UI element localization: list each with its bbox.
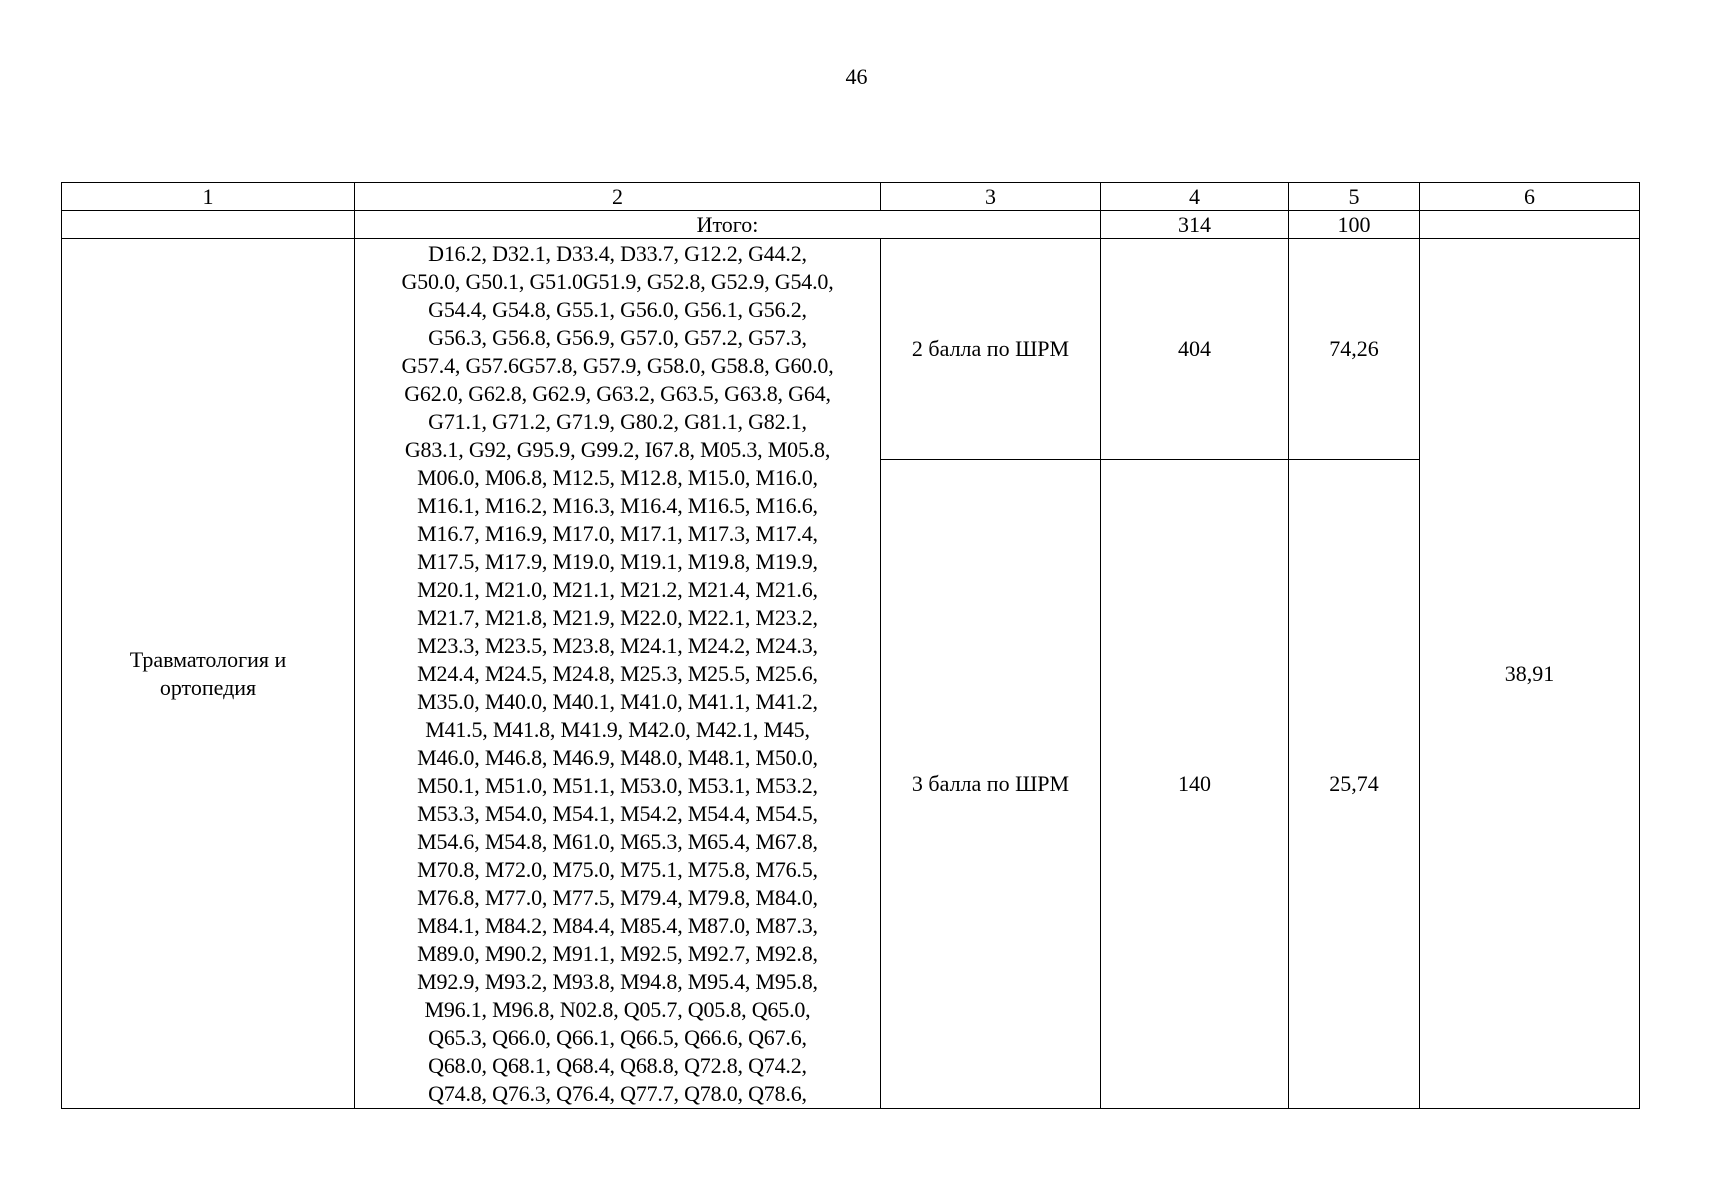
codes-line: M41.5, M41.8, M41.9, M42.0, M42.1, M45,: [425, 716, 810, 742]
diagnosis-codes-cell: [355, 239, 881, 1109]
grade-2-points: 2 балла по ШРМ: [881, 239, 1101, 460]
grade-3-count: 140: [1101, 460, 1289, 1109]
codes-line: G57.4, G57.6G57.8, G57.9, G58.0, G58.8, G60.0,: [401, 352, 834, 378]
codes-line: M76.8, M77.0, M77.5, M79.4, M79.8, M84.0,: [417, 884, 818, 910]
codes-line: M50.1, M51.0, M51.1, M53.0, M53.1, M53.2,: [417, 772, 818, 798]
total-label: Итого:: [355, 211, 1101, 239]
column-header-4: 4: [1101, 183, 1289, 211]
grade-3-percent: 25,74: [1289, 460, 1420, 1109]
codes-line: M23.3, M23.5, M23.8, M24.1, M24.2, M24.3,: [417, 632, 818, 658]
codes-line: Q68.0, Q68.1, Q68.4, Q68.8, Q72.8, Q74.2,: [428, 1052, 807, 1078]
grade-3-points: 3 балла по ШРМ: [881, 460, 1101, 1109]
specialty-name-line-1: Травматология и: [129, 646, 287, 672]
codes-line: M46.0, M46.8, M46.9, M48.0, M48.1, M50.0,: [417, 744, 818, 770]
codes-line: M54.6, M54.8, M61.0, M65.3, M65.4, M67.8,: [417, 828, 818, 854]
column-header-2: 2: [355, 183, 881, 211]
codes-line: M70.8, M72.0, M75.0, M75.1, M75.8, M76.5,: [417, 856, 818, 882]
total-percent: 100: [1289, 211, 1420, 239]
specialty-name: [62, 239, 355, 1109]
codes-line: M16.1, M16.2, M16.3, M16.4, M16.5, M16.6,: [417, 492, 818, 518]
codes-line: D16.2, D32.1, D33.4, D33.7, G12.2, G44.2,: [428, 240, 807, 266]
codes-line: G71.1, G71.2, G71.9, G80.2, G81.1, G82.1,: [428, 408, 807, 434]
codes-line: G54.4, G54.8, G55.1, G56.0, G56.1, G56.2,: [428, 296, 807, 322]
column-6-value: 38,91: [1420, 239, 1640, 1109]
total-empty-cell: [62, 211, 355, 239]
column-header-1: 1: [62, 183, 355, 211]
codes-line: G62.0, G62.8, G62.9, G63.2, G63.5, G63.8, G64,: [404, 380, 831, 406]
grade-2-count: 404: [1101, 239, 1289, 460]
column-header-3: 3: [881, 183, 1101, 211]
codes-line: M96.1, M96.8, N02.8, Q05.7, Q05.8, Q65.0,: [424, 996, 811, 1022]
page-number: 46: [845, 64, 868, 89]
codes-line: M89.0, M90.2, M91.1, M92.5, M92.7, M92.8,: [417, 940, 818, 966]
specialty-name-line-2: ортопедия: [159, 674, 257, 700]
codes-line: M16.7, M16.9, M17.0, M17.1, M17.3, M17.4,: [417, 520, 818, 546]
codes-line: M53.3, M54.0, M54.1, M54.2, M54.4, M54.5,: [417, 800, 818, 826]
codes-line: Q65.3, Q66.0, Q66.1, Q66.5, Q66.6, Q67.6,: [428, 1024, 807, 1050]
codes-line: G50.0, G50.1, G51.0G51.9, G52.8, G52.9, G54.0,: [401, 268, 834, 294]
codes-line: M35.0, M40.0, M40.1, M41.0, M41.1, M41.2,: [417, 688, 818, 714]
header-row: [62, 183, 1640, 211]
codes-line: M84.1, M84.2, M84.4, M85.4, M87.0, M87.3,: [417, 912, 818, 938]
codes-line: M17.5, M17.9, M19.0, M19.1, M19.8, M19.9,: [417, 548, 818, 574]
codes-line: Q74.8, Q76.3, Q76.4, Q77.7, Q78.0, Q78.6,: [428, 1080, 807, 1106]
codes-line: M92.9, M93.2, M93.8, M94.8, M95.4, M95.8,: [417, 968, 818, 994]
specialty-distribution-table: [61, 182, 1640, 1109]
table-row: [62, 239, 1640, 460]
column-header-6: 6: [1420, 183, 1640, 211]
total-count: 314: [1101, 211, 1289, 239]
column-header-5: 5: [1289, 183, 1420, 211]
codes-line: M20.1, M21.0, M21.1, M21.2, M21.4, M21.6,: [417, 576, 818, 602]
grade-2-percent: 74,26: [1289, 239, 1420, 460]
codes-line: G83.1, G92, G95.9, G99.2, I67.8, M05.3, M05.8,: [404, 436, 831, 462]
total-col6-empty: [1420, 211, 1640, 239]
codes-line: M06.0, M06.8, M12.5, M12.8, M15.0, M16.0,: [417, 464, 818, 490]
codes-line: M24.4, M24.5, M24.8, M25.3, M25.5, M25.6,: [417, 660, 818, 686]
total-row: [62, 211, 1640, 239]
codes-line: M21.7, M21.8, M21.9, M22.0, M22.1, M23.2,: [417, 604, 818, 630]
codes-line: G56.3, G56.8, G56.9, G57.0, G57.2, G57.3,: [428, 324, 807, 350]
